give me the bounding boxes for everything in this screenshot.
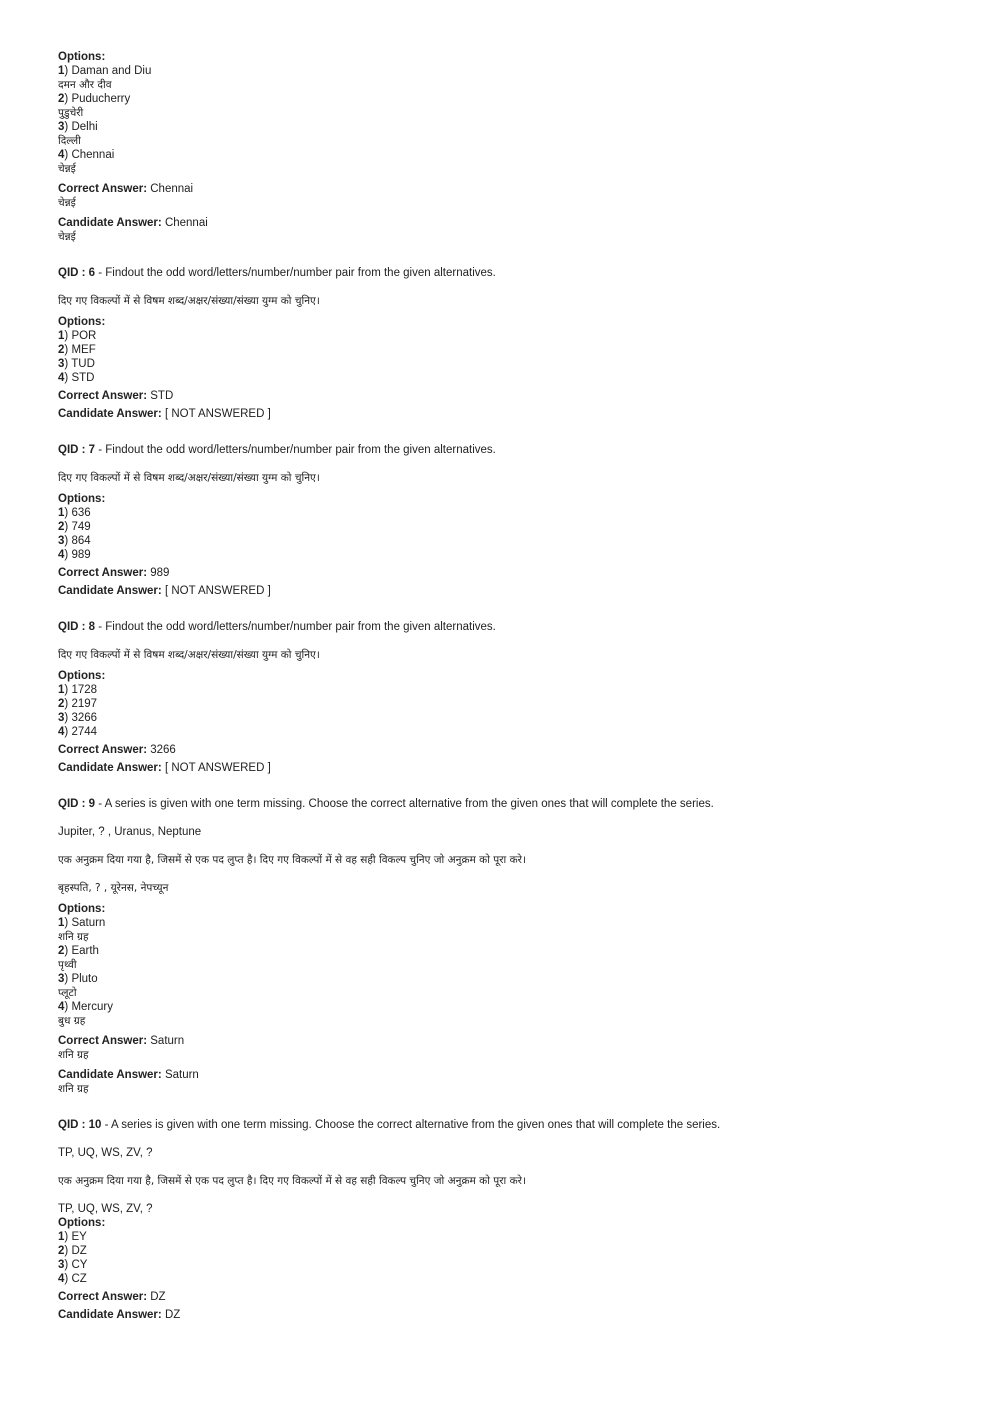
candidate-answer-hindi: चेन्नई (58, 231, 76, 243)
option-item: 2) Earth (58, 945, 99, 957)
correct-answer: Correct Answer: 3266 (58, 744, 176, 756)
question-text: QID : 7 - Findout the odd word/letters/number/number pair from the given alternatives. (58, 444, 496, 456)
option-item: 2) MEF (58, 344, 96, 356)
option-item: 4) STD (58, 372, 95, 384)
correct-answer-hindi: चेन्नई (58, 197, 76, 209)
option-hindi: शनि ग्रह (58, 931, 89, 943)
question-series-hindi: बृहस्पति, ? , यूरेनस, नेपच्यून (58, 882, 169, 894)
option-item: 3) Pluto (58, 973, 98, 985)
correct-answer: Correct Answer: 989 (58, 567, 170, 579)
option-item: 2) DZ (58, 1245, 87, 1257)
page-content (58, 50, 938, 1322)
option-item: 4) CZ (58, 1273, 87, 1285)
question-9 (58, 797, 938, 1096)
option-item: 4) Mercury (58, 1001, 113, 1013)
option-item: 3) CY (58, 1259, 88, 1271)
option-item: 1) POR (58, 330, 97, 342)
options-label: Options: (58, 51, 106, 63)
option-hindi: पृथ्वी (58, 959, 77, 971)
options-label: Options: (58, 316, 106, 328)
question-8 (58, 620, 938, 775)
question-10 (58, 1118, 938, 1322)
question-text: QID : 6 - Findout the odd word/letters/number/number pair from the given alternatives. (58, 267, 496, 279)
question-text: QID : 8 - Findout the odd word/letters/number/number pair from the given alternatives. (58, 621, 496, 633)
question-text-hindi: दिए गए विकल्पों में से विषम शब्द/अक्षर/संख्या/संख्या युग्म को चुनिए। (58, 295, 320, 307)
question-series-repeat: TP, UQ, WS, ZV, ? (58, 1203, 153, 1215)
option-item: 4) Chennai (58, 149, 115, 161)
correct-answer: Correct Answer: STD (58, 390, 174, 402)
question-5 (58, 50, 938, 244)
option-hindi: दिल्ली (58, 135, 81, 147)
option-item: 4) 2744 (58, 726, 98, 738)
options-label: Options: (58, 670, 106, 682)
option-item: 2) Puducherry (58, 93, 131, 105)
option-item: 1) Daman and Diu (58, 65, 152, 77)
option-item: 3) 3266 (58, 712, 98, 724)
correct-answer: Correct Answer: Chennai (58, 183, 194, 195)
option-item: 2) 749 (58, 521, 91, 533)
option-item: 2) 2197 (58, 698, 98, 710)
question-text-hindi: दिए गए विकल्पों में से विषम शब्द/अक्षर/संख्या/संख्या युग्म को चुनिए। (58, 649, 320, 661)
options-label: Options: (58, 493, 106, 505)
option-item: 1) EY (58, 1231, 87, 1243)
question-text: QID : 10 - A series is given with one term missing. Choose the correct alternative from the given ones that will complete the series. (58, 1119, 721, 1131)
option-item: 4) 989 (58, 549, 91, 561)
question-6 (58, 266, 938, 421)
candidate-answer: Candidate Answer: [ NOT ANSWERED ] (58, 762, 271, 774)
correct-answer-hindi: शनि ग्रह (58, 1049, 89, 1061)
candidate-answer: Candidate Answer: Chennai (58, 217, 208, 229)
option-item: 1) 636 (58, 507, 91, 519)
candidate-answer: Candidate Answer: DZ (58, 1309, 181, 1321)
option-item: 1) 1728 (58, 684, 98, 696)
option-hindi: प्लूटो (58, 987, 77, 999)
option-hindi: पुडुचेरी (58, 107, 84, 119)
question-text-hindi: दिए गए विकल्पों में से विषम शब्द/अक्षर/संख्या/संख्या युग्म को चुनिए। (58, 472, 320, 484)
option-hindi: चेन्नई (58, 163, 76, 175)
correct-answer: Correct Answer: DZ (58, 1291, 166, 1303)
question-text-hindi: एक अनुक्रम दिया गया है, जिसमें से एक पद लुप्त है। दिए गए विकल्पों में से वह सही विकल्प चुनिए जो अनुक्रम को पूरा करे। (58, 854, 526, 866)
option-item: 3) TUD (58, 358, 95, 370)
question-7 (58, 443, 938, 598)
candidate-answer: Candidate Answer: Saturn (58, 1069, 199, 1081)
candidate-answer: Candidate Answer: [ NOT ANSWERED ] (58, 585, 271, 597)
option-item: 3) 864 (58, 535, 91, 547)
option-item: 1) Saturn (58, 917, 106, 929)
option-item: 3) Delhi (58, 121, 98, 133)
question-text: QID : 9 - A series is given with one term missing. Choose the correct alternative from the given ones that will complete the series. (58, 798, 714, 810)
question-series: Jupiter, ? , Uranus, Neptune (58, 826, 202, 838)
question-text-hindi: एक अनुक्रम दिया गया है, जिसमें से एक पद लुप्त है। दिए गए विकल्पों में से वह सही विकल्प चुनिए जो अनुक्रम को पूरा करे। (58, 1175, 526, 1187)
option-hindi: बुध ग्रह (58, 1015, 86, 1027)
candidate-answer-hindi: शनि ग्रह (58, 1083, 89, 1095)
candidate-answer: Candidate Answer: [ NOT ANSWERED ] (58, 408, 271, 420)
correct-answer: Correct Answer: Saturn (58, 1035, 185, 1047)
options-label: Options: (58, 903, 106, 915)
question-series: TP, UQ, WS, ZV, ? (58, 1147, 153, 1159)
options-label: Options: (58, 1217, 106, 1229)
option-hindi: दमन और दीव (58, 79, 112, 91)
